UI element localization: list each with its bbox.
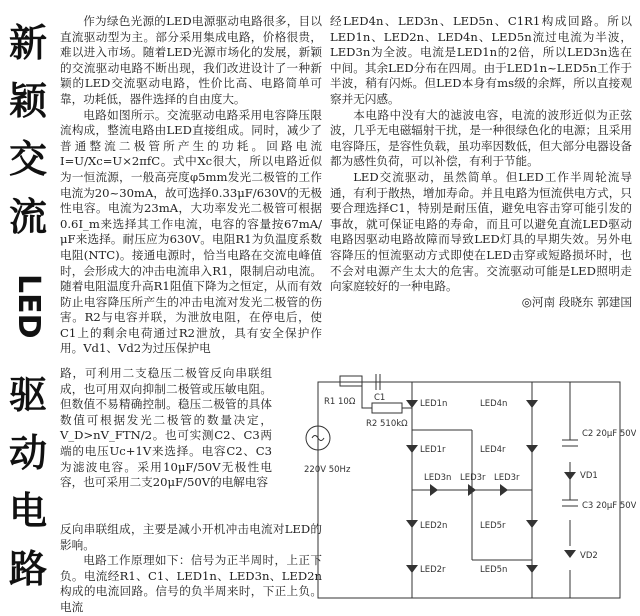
title-char: 颖 [8, 79, 47, 123]
label-led2n: LED2n [420, 521, 448, 531]
paragraph: 反向串联组成，主要是减小开机冲击电流对LED的影响。 [60, 522, 322, 552]
title-char: 新 [8, 21, 47, 65]
label-led4n: LED4n [480, 399, 508, 409]
paragraph: 电路如图所示。交流驱动电路采用电容降压限流构成，整流电路由LED直接组成。同时，减少了普通整流二极管所产生的功耗。回路电流I=U/Xc=U×2πfC。式中Xc很大，所以电路近似为一恒流源，一般高亮度φ5mm发光二极管的工作电流为20~30mA，故可选择0.33μF/630V的无极性电容。电流为23mA，大功率发光二极管可根据0.6I_m来选择其工作电流，电容的容量按67mA/μF来选择。耐压应为630V。电阻R1为负温度系数电阻(NTC)。接通电源时，恰当电路在交流电峰值时，会形成大的冲击电流串入R1，限制启动电流。随着电阻温度升高R1阻值下降为之恒定，从而有效防止电容降压所产生的冲击电流对发光二极管的伤害。R2与电容并联，为泄放电阻，在停电后，使C1上的剩余电荷通过R2泄放，具有安全保护作用。Vd1、Vd2为过压保护电 [60, 107, 322, 356]
label-vd1: VD1 [580, 471, 598, 481]
label-led3r-b: LED3r [494, 473, 520, 483]
label-led4r: LED4r [480, 445, 506, 455]
label-led3n: LED3n [424, 473, 452, 483]
article-title [6, 14, 50, 598]
title-char: 动 [8, 431, 47, 475]
label-r2: R2 510kΩ [366, 419, 408, 429]
label-led1r: LED1r [420, 445, 446, 455]
label-led2r: LED2r [420, 565, 446, 575]
author-line: ◎河南 段晓东 郭建国 [521, 294, 632, 309]
circuit-diagram [300, 370, 636, 610]
label-led5n: LED5n [480, 565, 508, 575]
title-char: 流 [8, 195, 47, 239]
label-source: 220V 50Hz [304, 465, 351, 475]
paragraph: 经LED4n、LED3n、LED5n、C1R1构成回路。所以LED1n、LED2n、LED4n、LED5n流过电流为半波，LED3n为全波。电流是LED1n的2倍，所以LED3n选在中间。其余LED分布在四周。由于LED1n~LED5n工作于半波，稍有闪烁。但LED本身有ms级的余辉，所以直接观察并无闪感。 [330, 14, 632, 106]
paragraph: LED交流驱动，虽然简单。但LED工作半周轮流导通，有利于散热，增加寿命。并且电路为恒流供电方式，只要合理选择C1，特别是耐压值，避免电容击穿可能引发的事故，就可保证电路的寿命，而且可以避免直流LED驱动电路因驱动电路故障而导致LED灯具的早期失效。另外电容降压的恒流驱动方式即使在LED击穿或短路损坏时，也不会对电源产生太大的危害。交流驱动可能是LED照明走向家庭较好的一种电路。 [330, 169, 632, 294]
paragraph: 电路工作原理如下：信号为正半周时，上正下负。电流经R1、C1、LED1n、LED3n、LED2n构成的电流回路。信号的负半周来时，下正上负。电流 [60, 553, 322, 614]
left-column-text-bottom [60, 522, 322, 616]
paragraph: 作为绿色光源的LED电源驱动电路很多，目以直流驱动型为主。部分采用集成电路，价格很贵，难以进入市场。随着LED光源市场化的发展，新颖的交流驱动电路不断出现，我们改进设计了一种新颖的LED交流驱动电路，性价比高、电路简单可靠，功耗低，器件选择的自由度大。 [60, 14, 322, 106]
label-led3r-a: LED3r [460, 473, 486, 483]
left-column-text [60, 14, 322, 357]
paragraph: 本电路中没有大的滤波电容，电流的波形近似为正弦波，几乎无电磁辐射干扰，是一种很绿色化的电源；且采用电容降压，是容性负载，虽功率因数低，但大部分电器设备都为感性负荷，可以补偿，有利于节能。 [330, 107, 632, 169]
paragraph: 路，可利用二支稳压二极管反向串联组成，也可用双向抑制二极管或压敏电阻。但数值不易精确控制。稳压二极管的具体数值可根据发光二极管的数量决定，V_D>nV_FTN/2。也可实测C2、C3两端的电压Uc+1V来选择。电容C2、C3为滤波电容。采用10μF/50V无极性电容，也可采用二支20μF/50V的电解电容 [60, 366, 272, 490]
label-r1: R1 10Ω [324, 397, 356, 407]
label-led5r: LED5r [480, 521, 506, 531]
right-column-text [330, 14, 632, 310]
label-c1: C1 [374, 393, 386, 403]
left-column-text-wrap [60, 366, 272, 491]
title-char: 驱 [8, 373, 47, 417]
label-c3: C3 20μF 50V [582, 501, 636, 511]
circuit-labels [304, 393, 636, 575]
label-vd2: VD2 [580, 551, 598, 561]
title-led: LED [11, 273, 46, 339]
led-group [406, 400, 576, 573]
label-led1n: LED1n [420, 399, 448, 409]
title-char: 交 [8, 137, 47, 181]
title-char: 路 [8, 547, 47, 591]
title-char: 电 [8, 489, 47, 533]
label-c2: C2 20μF 50V [582, 429, 636, 439]
circuit-wires [306, 374, 620, 598]
